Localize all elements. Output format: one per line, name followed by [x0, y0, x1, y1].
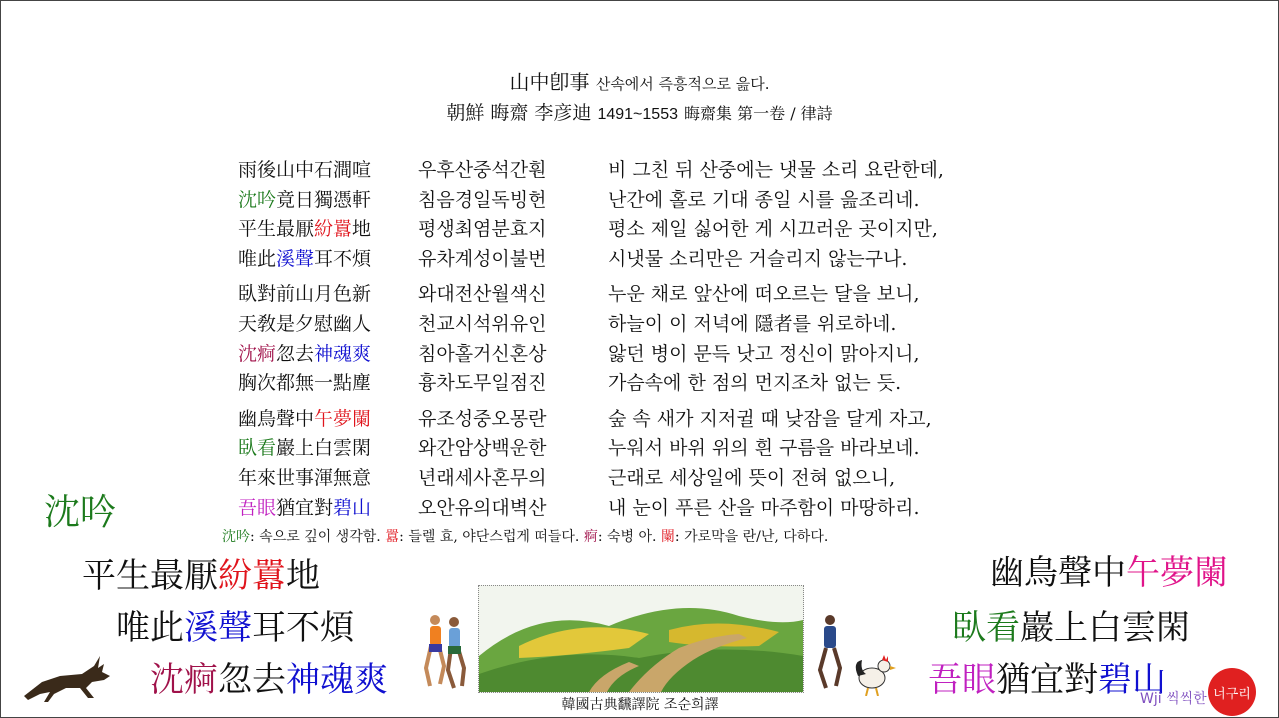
- poem-reading: 유조성중오몽란: [418, 407, 547, 430]
- poem-translation: 평소 제일 싫어한 게 시끄러운 곳이지만,: [608, 218, 938, 241]
- big-right-line-3: [928, 652, 1166, 701]
- poem-line: [238, 340, 944, 370]
- hl-plain: 地: [352, 218, 372, 241]
- poem-hanja: [238, 245, 418, 275]
- poem-translation: 비 그친 뒤 산중에는 냇물 소리 요란한데,: [608, 159, 944, 181]
- poem-reading: 와간암상백운한: [418, 437, 547, 460]
- big-chimeum: 沈吟: [44, 492, 117, 533]
- poem-hanja: 沈吟竟日獨憑軒: [238, 188, 372, 211]
- poem-translation: 누워서 바위 위의 흰 구름을 바라보네.: [608, 437, 920, 460]
- poem-translation: 숲 속 새가 지저귈 때 낮잠을 달게 자고,: [608, 407, 932, 430]
- big-text: 平生最厭: [82, 556, 218, 596]
- poem-line: [238, 369, 944, 399]
- big-right-line-2: [952, 600, 1190, 649]
- big-right-line-1: [990, 545, 1228, 594]
- big-text-blue: 溪聲: [184, 608, 252, 648]
- footnotes: [222, 526, 828, 546]
- signature: Wji 씩씩한: [1140, 691, 1207, 707]
- poem-line: [238, 434, 944, 464]
- poem-line: [238, 464, 944, 494]
- big-text-maroon: 沈痾: [150, 660, 218, 700]
- hl-chimeum: 沈吟: [238, 188, 277, 211]
- hl-plain: 唯此: [238, 247, 277, 270]
- note-def: : 속으로 깊이 생각함.: [250, 529, 381, 545]
- hl-omongran: 午夢闌: [314, 407, 372, 430]
- raccoon-badge: 너구리: [1208, 668, 1256, 716]
- note-term: 囂: [385, 529, 400, 545]
- poem-title: [0, 66, 1279, 95]
- big-text: 巖上白雲閑: [1020, 608, 1190, 648]
- author-collection: 晦齋集 第一卷 / 律詩: [684, 104, 833, 123]
- big-left-line-3: [150, 652, 388, 701]
- note-term: 痾: [583, 529, 598, 545]
- antelope-icon: [20, 652, 116, 704]
- note-def: : 들렐 효, 야단스럽게 떠들다.: [399, 529, 580, 545]
- big-left-line-1: [82, 548, 320, 597]
- author-name: 朝鮮 晦齋 李彦迪: [446, 102, 592, 124]
- stanza-2: [238, 280, 944, 398]
- poem-hanja: 天敎是夕慰幽人: [238, 312, 372, 335]
- big-text-blue: 碧山: [1098, 660, 1166, 700]
- poem-hanja: 臥對前山月色新: [238, 283, 372, 306]
- poem-line: [238, 310, 944, 340]
- poem-line: [238, 494, 944, 524]
- poem-hanja: [238, 215, 418, 245]
- poem-translation: 시냇물 소리만은 거슬리지 않는구나.: [608, 247, 908, 270]
- poem-reading: 유차계성이불번: [418, 247, 547, 270]
- hl-oan: 吾眼: [238, 496, 277, 519]
- hl-plain: 忽去: [276, 342, 315, 365]
- poem-translation: 누운 채로 앞산에 떠오르는 달을 보니,: [608, 283, 920, 306]
- hl-plain: 平生最厭: [238, 218, 315, 241]
- big-text: 幽鳥聲中: [990, 553, 1126, 593]
- poem-reading: 천교시석위유인: [418, 312, 547, 335]
- title-main: 山中卽事: [509, 70, 590, 94]
- poem-hanja: 雨後山中石澗喧: [238, 159, 372, 181]
- poem-translation: 가슴속에 한 점의 먼지조차 없는 듯.: [608, 372, 902, 395]
- poem-translation: 내 눈이 푸른 산을 마주함이 마땅하리.: [608, 496, 920, 519]
- poem-reading: 침음경일독빙헌: [418, 188, 547, 211]
- stanza-3: [238, 405, 944, 523]
- hl-plain: 猶宜對: [276, 496, 334, 519]
- poem-reading: 평생최염분효지: [418, 218, 547, 241]
- poem-line: [238, 245, 944, 275]
- big-text-pink: 午夢闌: [1126, 553, 1228, 593]
- big-text-red: 紛囂: [218, 556, 286, 596]
- poem-reading: 흉차도무일점진: [418, 372, 547, 395]
- stanza-1: [238, 156, 944, 274]
- big-text: 猶宜對: [996, 660, 1098, 700]
- big-text-purple: 吾眼: [928, 660, 996, 700]
- poem-hanja: 胸次都無一點塵: [238, 372, 372, 395]
- big-text-blue: 神魂爽: [286, 660, 388, 700]
- hl-bunhyo: 紛囂: [314, 218, 353, 241]
- hl-chima: 沈痾: [238, 342, 277, 365]
- note-term: 闌: [660, 529, 675, 545]
- author-years: 1491~1553: [597, 106, 678, 123]
- runner-icon: [812, 612, 848, 692]
- hl-plain: 巖上白雲閑: [276, 437, 372, 460]
- rooster-icon: [852, 652, 898, 696]
- title-sub: 산속에서 즉흥적으로 읊다.: [595, 75, 770, 93]
- note-term: 沈吟: [222, 529, 250, 545]
- poem-reading: 우후산중석간훤: [418, 159, 547, 181]
- hl-sinhonsang: 神魂爽: [314, 342, 372, 365]
- poem-line: [238, 280, 944, 310]
- hl-wagan: 臥看: [238, 437, 277, 460]
- poem-line: [238, 405, 944, 435]
- poem-reading: 년래세사혼무의: [418, 466, 547, 489]
- poem-reading: 와대전산월색신: [418, 283, 547, 306]
- hl-byeoksan: 碧山: [333, 496, 372, 519]
- poem-hanja: 年來世事渾無意: [238, 466, 372, 489]
- poem-reading: 오안유의대벽산: [418, 496, 547, 519]
- author-line: [0, 98, 1279, 125]
- poem-translation: 난간에 홀로 기대 종일 시를 읊조리네.: [608, 188, 920, 211]
- poem-line: [238, 156, 944, 186]
- poem-hanja: [238, 494, 418, 524]
- big-text: 唯此: [116, 608, 184, 648]
- poem-line: [238, 186, 944, 216]
- big-text-green: 臥看: [952, 608, 1020, 648]
- note-def: : 가로막을 란/난, 다하다.: [674, 529, 829, 545]
- poem-hanja: [238, 434, 418, 464]
- big-text: 耳不煩: [252, 608, 354, 648]
- runners-icon: [418, 612, 472, 692]
- translator-credit: 韓國古典飜譯院 조순희譯: [561, 697, 719, 713]
- poem-translation: 하늘이 이 저녁에 隱者를 위로하네.: [608, 312, 897, 335]
- poem-reading: 침아홀거신혼상: [418, 342, 547, 365]
- poem-translation: 앓던 병이 문득 낫고 정신이 맑아지니,: [608, 342, 920, 365]
- hl-gyeseong: 溪聲: [276, 247, 315, 270]
- poem-translation: 근래로 세상일에 뜻이 전혀 없으니,: [608, 466, 896, 489]
- poem-body: [238, 156, 944, 529]
- hills-illustration: [479, 586, 803, 692]
- poem-hanja: [238, 340, 418, 370]
- note-def: : 숙병 아.: [597, 529, 657, 545]
- poem-hanja: [238, 405, 418, 435]
- hl-plain: 幽鳥聲中: [238, 407, 315, 430]
- big-left-line-2: [116, 600, 354, 649]
- big-text: 地: [286, 556, 320, 596]
- poem-line: [238, 215, 944, 245]
- big-text: 忽去: [218, 660, 286, 700]
- landscape-image: [478, 585, 804, 693]
- hl-plain: 耳不煩: [314, 247, 372, 270]
